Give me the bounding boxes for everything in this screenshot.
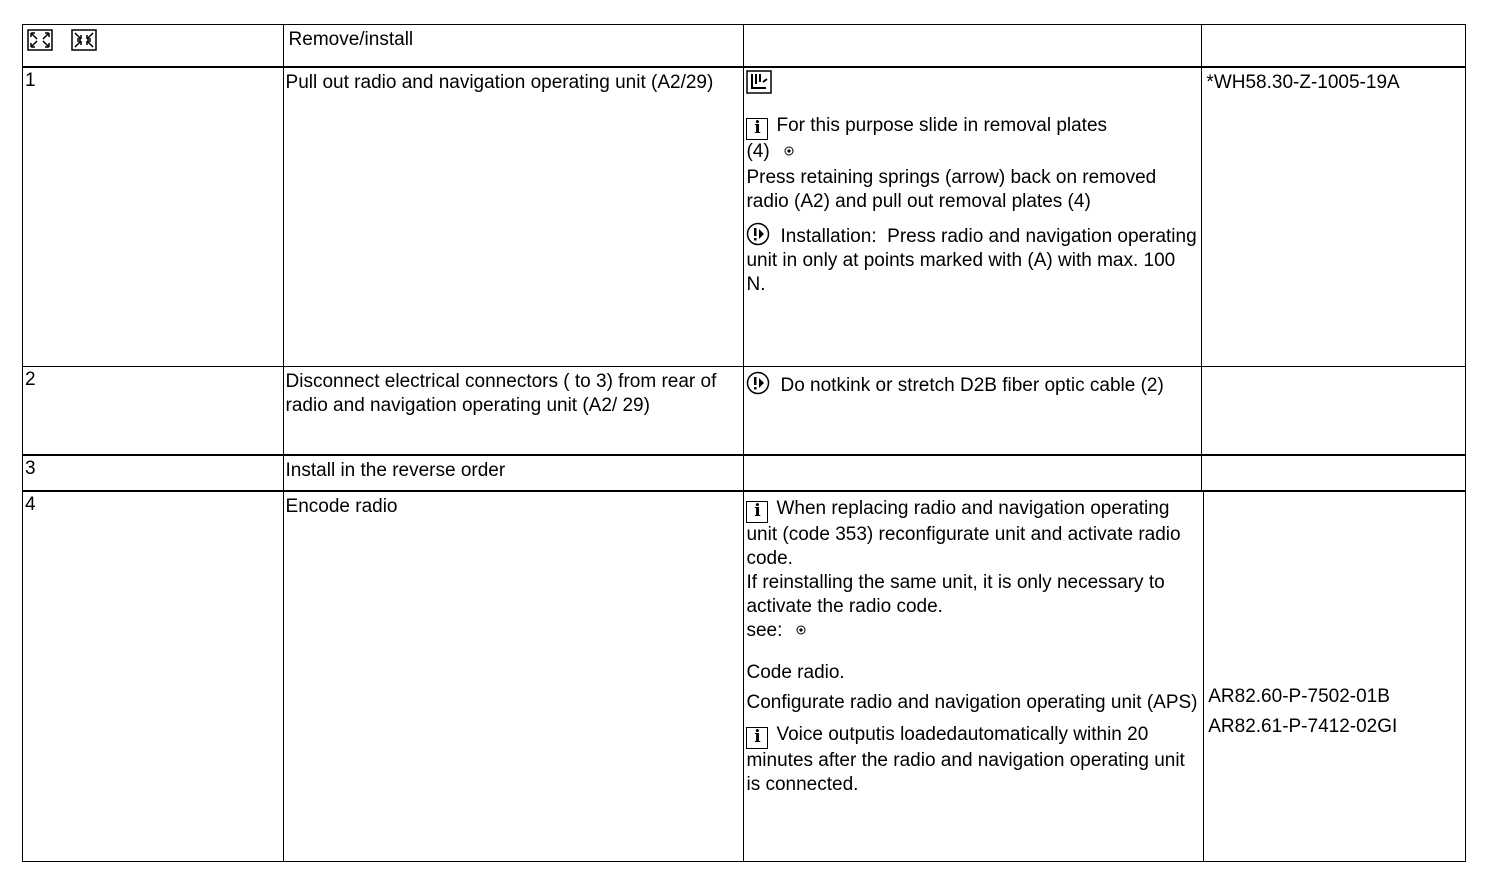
- warning-icon: [746, 222, 770, 246]
- note-text: Code radio.: [746, 661, 845, 683]
- special-tool-icon[interactable]: [746, 70, 772, 94]
- reference-link[interactable]: AR82.61-P-7412-02GI: [1208, 715, 1398, 737]
- note-text: Do notkink or stretch D2B fiber optic cable (2): [780, 375, 1164, 396]
- note-text: Press radio and navigation operating unit in only at points marked with (A) with max. 100 N.: [746, 225, 1197, 295]
- step-action: Install in the reverse order: [285, 459, 506, 481]
- table-row: [23, 491, 1466, 862]
- expand-icon[interactable]: [27, 29, 53, 51]
- step-number: 1: [25, 69, 36, 91]
- header-title-cell: [283, 25, 744, 67]
- table-header-row: [23, 25, 1466, 67]
- reference-link[interactable]: *WH58.30-Z-1005-19A: [1206, 71, 1400, 93]
- note-text: If reinstalling the same unit, it is only necessary to activate the radio code.: [746, 571, 1165, 617]
- image-link-icon[interactable]: [784, 146, 794, 156]
- note-text: Press retaining springs (arrow) back on removed radio (A2) and pull out removal plates (4): [746, 166, 1157, 212]
- warning-icon: [746, 371, 770, 395]
- info-icon: i: [746, 727, 768, 749]
- step-action: Encode radio: [285, 495, 398, 517]
- note-text: When replacing radio and navigation operating unit (code 353) reconfigurate unit and activate radio code.: [746, 497, 1181, 569]
- see-label: see:: [746, 619, 783, 641]
- step-number: 2: [25, 369, 36, 390]
- table-row: [23, 455, 1466, 491]
- step-number: 4: [25, 493, 36, 515]
- header-icons-cell: [23, 25, 284, 67]
- reference-link[interactable]: AR82.60-P-7502-01B: [1208, 685, 1390, 707]
- step-number: 3: [25, 457, 36, 479]
- note-text: Configurate radio and navigation operating unit (APS): [746, 691, 1198, 713]
- collapse-icon[interactable]: [71, 29, 97, 51]
- step-action: Disconnect electrical connectors ( to 3) from rear of radio and navigation operating unit (A2/ 29): [285, 371, 717, 416]
- page-title: Remove/install: [288, 29, 414, 50]
- table-row: [23, 67, 1466, 367]
- installation-label: Installation:: [780, 225, 877, 247]
- note-text: For this purpose slide in removal plates: [776, 114, 1108, 136]
- note-text: (4): [746, 140, 770, 162]
- table-row: [23, 367, 1466, 455]
- note-text: Voice outputis loadedautomatically within 20 minutes after the radio and navigation operating unit is connected.: [746, 723, 1185, 795]
- procedure-table: [22, 24, 1466, 862]
- info-icon: i: [746, 118, 768, 140]
- info-icon: i: [746, 501, 768, 523]
- image-link-icon[interactable]: [796, 625, 806, 635]
- step-action: Pull out radio and navigation operating unit (A2/29): [285, 71, 714, 93]
